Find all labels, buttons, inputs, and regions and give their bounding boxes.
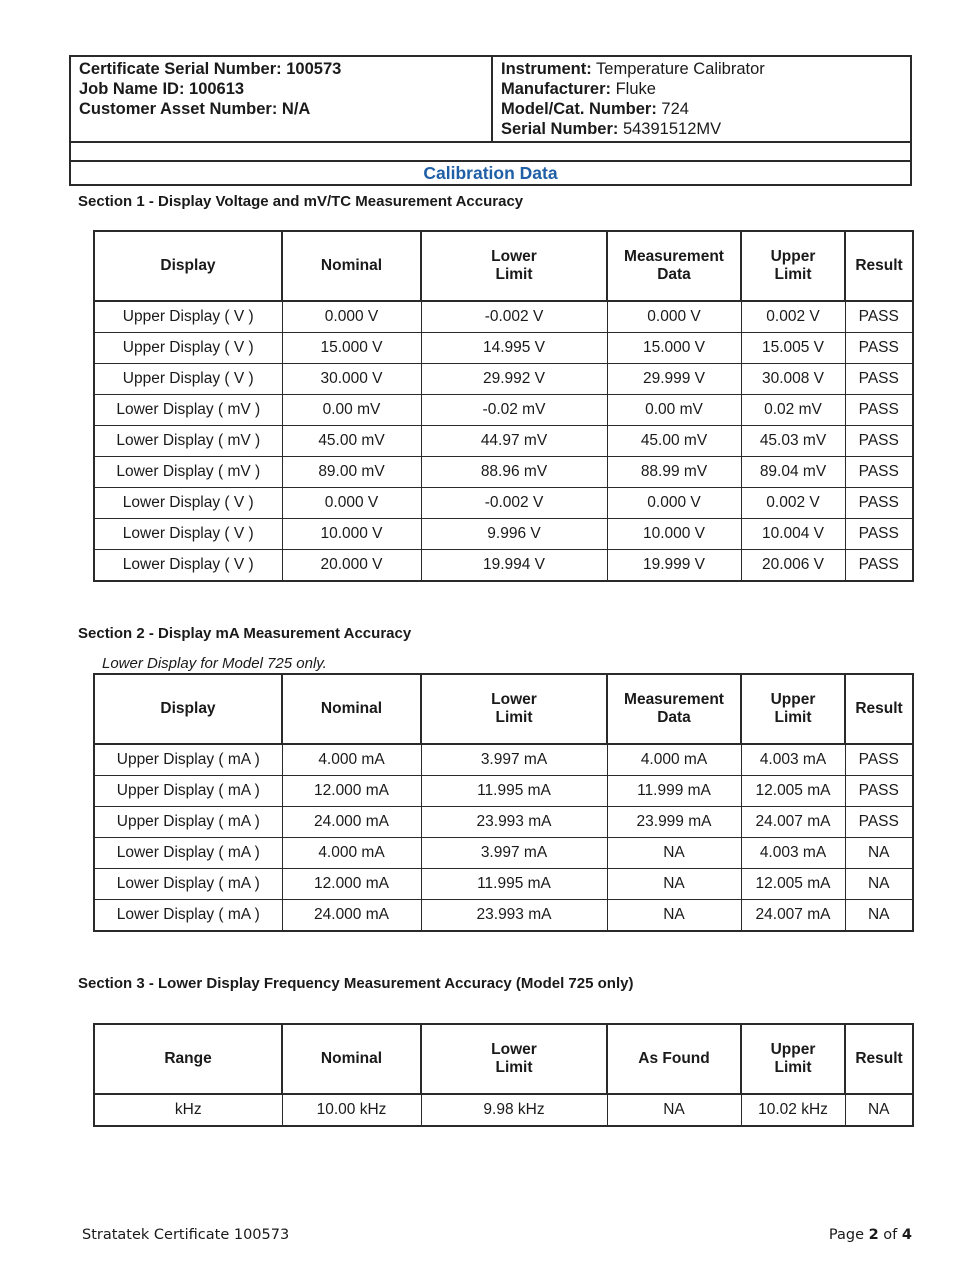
table-cell: 88.96 mV bbox=[421, 457, 607, 488]
table-cell: 0.000 V bbox=[607, 301, 741, 333]
table-cell: 24.007 mA bbox=[741, 807, 845, 838]
certificate-ids bbox=[71, 57, 493, 141]
table-row bbox=[94, 364, 913, 395]
job-name-id: Job Name ID: 100613 bbox=[79, 80, 245, 98]
table-cell: 20.006 V bbox=[741, 550, 845, 582]
table-cell: 14.995 V bbox=[421, 333, 607, 364]
column-header: As Found bbox=[607, 1024, 741, 1094]
table-cell: PASS bbox=[845, 776, 913, 807]
table-row bbox=[94, 488, 913, 519]
table-cell: Lower Display ( V ) bbox=[94, 488, 282, 519]
column-header: Result bbox=[845, 231, 913, 301]
table-cell: 24.000 mA bbox=[282, 807, 421, 838]
table-cell: NA bbox=[845, 1094, 913, 1126]
section1-table bbox=[93, 230, 914, 582]
model-line bbox=[501, 99, 902, 119]
column-header: Measurement Data bbox=[607, 231, 741, 301]
table-header-row bbox=[94, 1024, 913, 1094]
table-cell: Upper Display ( mA ) bbox=[94, 776, 282, 807]
page-of: of bbox=[878, 1227, 902, 1243]
table-cell: -0.002 V bbox=[421, 301, 607, 333]
instrument-line bbox=[501, 59, 902, 79]
table-row bbox=[94, 744, 913, 776]
footer-page-number bbox=[829, 1227, 912, 1243]
table-cell: 0.000 V bbox=[282, 301, 421, 333]
table-cell: 4.000 mA bbox=[607, 744, 741, 776]
table-cell: Lower Display ( mV ) bbox=[94, 395, 282, 426]
table-cell: 0.002 V bbox=[741, 301, 845, 333]
page-prefix: Page bbox=[828, 1227, 869, 1243]
column-header: Upper Limit bbox=[741, 1024, 845, 1094]
table-cell: 89.00 mV bbox=[282, 457, 421, 488]
table-cell: 29.999 V bbox=[607, 364, 741, 395]
table-cell: 89.04 mV bbox=[741, 457, 845, 488]
table-cell: NA bbox=[607, 1094, 741, 1126]
section2-note: Lower Display for Model 725 only. bbox=[102, 655, 327, 672]
footer-certificate: Stratatek Certificate 100573 bbox=[82, 1227, 290, 1243]
table-row bbox=[94, 301, 913, 333]
section2-table bbox=[93, 673, 914, 932]
calibration-data-title: Calibration Data bbox=[423, 163, 558, 183]
table-cell: 4.003 mA bbox=[741, 744, 845, 776]
table-cell: 30.000 V bbox=[282, 364, 421, 395]
table-cell: 24.007 mA bbox=[741, 900, 845, 932]
table-cell: 0.002 V bbox=[741, 488, 845, 519]
table-cell: NA bbox=[845, 838, 913, 869]
table-row bbox=[94, 869, 913, 900]
section1-title: Section 1 - Display Voltage and mV/TC Measurement Accuracy bbox=[78, 193, 524, 210]
page-total: 4 bbox=[901, 1227, 912, 1243]
table-cell: 20.000 V bbox=[282, 550, 421, 582]
model-key: Model/Cat. Number: bbox=[501, 100, 657, 118]
column-header: Display bbox=[94, 231, 282, 301]
table-cell: -0.002 V bbox=[421, 488, 607, 519]
table-cell: 15.000 V bbox=[282, 333, 421, 364]
table-cell: 11.995 mA bbox=[421, 776, 607, 807]
table-cell: 24.000 mA bbox=[282, 900, 421, 932]
table-cell: 19.994 V bbox=[421, 550, 607, 582]
table-cell: PASS bbox=[845, 457, 913, 488]
table-cell: Lower Display ( mA ) bbox=[94, 900, 282, 932]
table-cell: 10.02 kHz bbox=[741, 1094, 845, 1126]
table-cell: 23.993 mA bbox=[421, 807, 607, 838]
table-cell: NA bbox=[845, 900, 913, 932]
table-cell: 4.003 mA bbox=[741, 838, 845, 869]
serial-number-value: 54391512MV bbox=[618, 120, 722, 138]
manufacturer-key: Manufacturer: bbox=[501, 80, 612, 98]
table-cell: PASS bbox=[845, 488, 913, 519]
column-header: Display bbox=[94, 674, 282, 744]
table-cell: 15.000 V bbox=[607, 333, 741, 364]
instrument-info bbox=[493, 57, 910, 141]
column-header: Nominal bbox=[282, 674, 421, 744]
table-cell: 23.999 mA bbox=[607, 807, 741, 838]
table-cell: 10.004 V bbox=[741, 519, 845, 550]
column-header: Nominal bbox=[282, 231, 421, 301]
header-info-row bbox=[71, 57, 910, 143]
table-cell: Upper Display ( mA ) bbox=[94, 807, 282, 838]
table-cell: PASS bbox=[845, 395, 913, 426]
table-cell: 10.000 V bbox=[607, 519, 741, 550]
table-header-row bbox=[94, 674, 913, 744]
table-cell: kHz bbox=[94, 1094, 282, 1126]
table-cell: 11.999 mA bbox=[607, 776, 741, 807]
table-cell: Upper Display ( mA ) bbox=[94, 744, 282, 776]
page-current: 2 bbox=[868, 1227, 879, 1243]
table-row bbox=[94, 807, 913, 838]
table-cell: PASS bbox=[845, 550, 913, 582]
table-cell: NA bbox=[607, 869, 741, 900]
table-cell: Lower Display ( V ) bbox=[94, 550, 282, 582]
instrument-key: Instrument: bbox=[501, 60, 592, 78]
table-cell: 0.000 V bbox=[282, 488, 421, 519]
table-row bbox=[94, 776, 913, 807]
table-cell: 0.000 V bbox=[607, 488, 741, 519]
manufacturer-value: Fluke bbox=[611, 80, 656, 98]
column-header: Upper Limit bbox=[741, 231, 845, 301]
customer-asset-number: Customer Asset Number: N/A bbox=[79, 100, 311, 118]
column-header: Lower Limit bbox=[421, 674, 607, 744]
table-cell: 12.000 mA bbox=[282, 776, 421, 807]
table-row bbox=[94, 838, 913, 869]
table-cell: 9.996 V bbox=[421, 519, 607, 550]
table-cell: Upper Display ( V ) bbox=[94, 301, 282, 333]
section3-table bbox=[93, 1023, 914, 1127]
table-cell: 45.00 mV bbox=[607, 426, 741, 457]
table-cell: NA bbox=[607, 838, 741, 869]
table-row bbox=[94, 426, 913, 457]
table-cell: Lower Display ( mA ) bbox=[94, 869, 282, 900]
section3-title: Section 3 - Lower Display Frequency Measurement Accuracy (Model 725 only) bbox=[78, 975, 634, 992]
column-header: Result bbox=[845, 674, 913, 744]
column-header: Result bbox=[845, 1024, 913, 1094]
certificate-serial: Certificate Serial Number: 100573 bbox=[79, 60, 342, 78]
table-cell: 0.00 mV bbox=[282, 395, 421, 426]
section2-title: Section 2 - Display mA Measurement Accuracy bbox=[78, 625, 412, 642]
table-cell: NA bbox=[607, 900, 741, 932]
table-cell: 15.005 V bbox=[741, 333, 845, 364]
table-cell: PASS bbox=[845, 333, 913, 364]
table-cell: 0.02 mV bbox=[741, 395, 845, 426]
table-cell: 45.03 mV bbox=[741, 426, 845, 457]
table-row bbox=[94, 395, 913, 426]
table-cell: 4.000 mA bbox=[282, 838, 421, 869]
table-cell: 23.993 mA bbox=[421, 900, 607, 932]
table-cell: PASS bbox=[845, 519, 913, 550]
table-cell: 29.992 V bbox=[421, 364, 607, 395]
table-cell: 9.98 kHz bbox=[421, 1094, 607, 1126]
model-value: 724 bbox=[656, 100, 689, 118]
table-row bbox=[94, 1094, 913, 1126]
table-cell: Upper Display ( V ) bbox=[94, 333, 282, 364]
table-cell: -0.02 mV bbox=[421, 395, 607, 426]
table-row bbox=[94, 519, 913, 550]
table-cell: 45.00 mV bbox=[282, 426, 421, 457]
column-header: Upper Limit bbox=[741, 674, 845, 744]
serial-number-key: Serial Number: bbox=[501, 120, 619, 138]
column-header: Lower Limit bbox=[421, 1024, 607, 1094]
table-header-row bbox=[94, 231, 913, 301]
table-cell: 3.997 mA bbox=[421, 744, 607, 776]
table-row bbox=[94, 900, 913, 932]
table-cell: Lower Display ( mV ) bbox=[94, 457, 282, 488]
table-cell: 12.000 mA bbox=[282, 869, 421, 900]
table-cell: 19.999 V bbox=[607, 550, 741, 582]
table-cell: 10.00 kHz bbox=[282, 1094, 421, 1126]
column-header: Lower Limit bbox=[421, 231, 607, 301]
table-cell: PASS bbox=[845, 426, 913, 457]
column-header: Nominal bbox=[282, 1024, 421, 1094]
table-cell: 12.005 mA bbox=[741, 869, 845, 900]
table-row bbox=[94, 333, 913, 364]
serial-number-line bbox=[501, 119, 902, 139]
table-cell: Lower Display ( V ) bbox=[94, 519, 282, 550]
table-cell: 10.000 V bbox=[282, 519, 421, 550]
column-header: Measurement Data bbox=[607, 674, 741, 744]
table-cell: 12.005 mA bbox=[741, 776, 845, 807]
table-cell: PASS bbox=[845, 744, 913, 776]
manufacturer-line bbox=[501, 79, 902, 99]
header-spacer-row bbox=[71, 143, 910, 162]
table-cell: 4.000 mA bbox=[282, 744, 421, 776]
table-cell: Upper Display ( V ) bbox=[94, 364, 282, 395]
table-cell: PASS bbox=[845, 364, 913, 395]
table-row bbox=[94, 550, 913, 582]
column-header: Range bbox=[94, 1024, 282, 1094]
table-cell: Lower Display ( mV ) bbox=[94, 426, 282, 457]
table-cell: Lower Display ( mA ) bbox=[94, 838, 282, 869]
table-cell: 0.00 mV bbox=[607, 395, 741, 426]
table-cell: 3.997 mA bbox=[421, 838, 607, 869]
table-cell: NA bbox=[845, 869, 913, 900]
table-cell: 11.995 mA bbox=[421, 869, 607, 900]
table-cell: PASS bbox=[845, 807, 913, 838]
table-cell: 44.97 mV bbox=[421, 426, 607, 457]
table-row bbox=[94, 457, 913, 488]
table-cell: 88.99 mV bbox=[607, 457, 741, 488]
certificate-header bbox=[69, 55, 912, 186]
instrument-value: Temperature Calibrator bbox=[591, 60, 765, 78]
table-cell: 30.008 V bbox=[741, 364, 845, 395]
table-cell: PASS bbox=[845, 301, 913, 333]
